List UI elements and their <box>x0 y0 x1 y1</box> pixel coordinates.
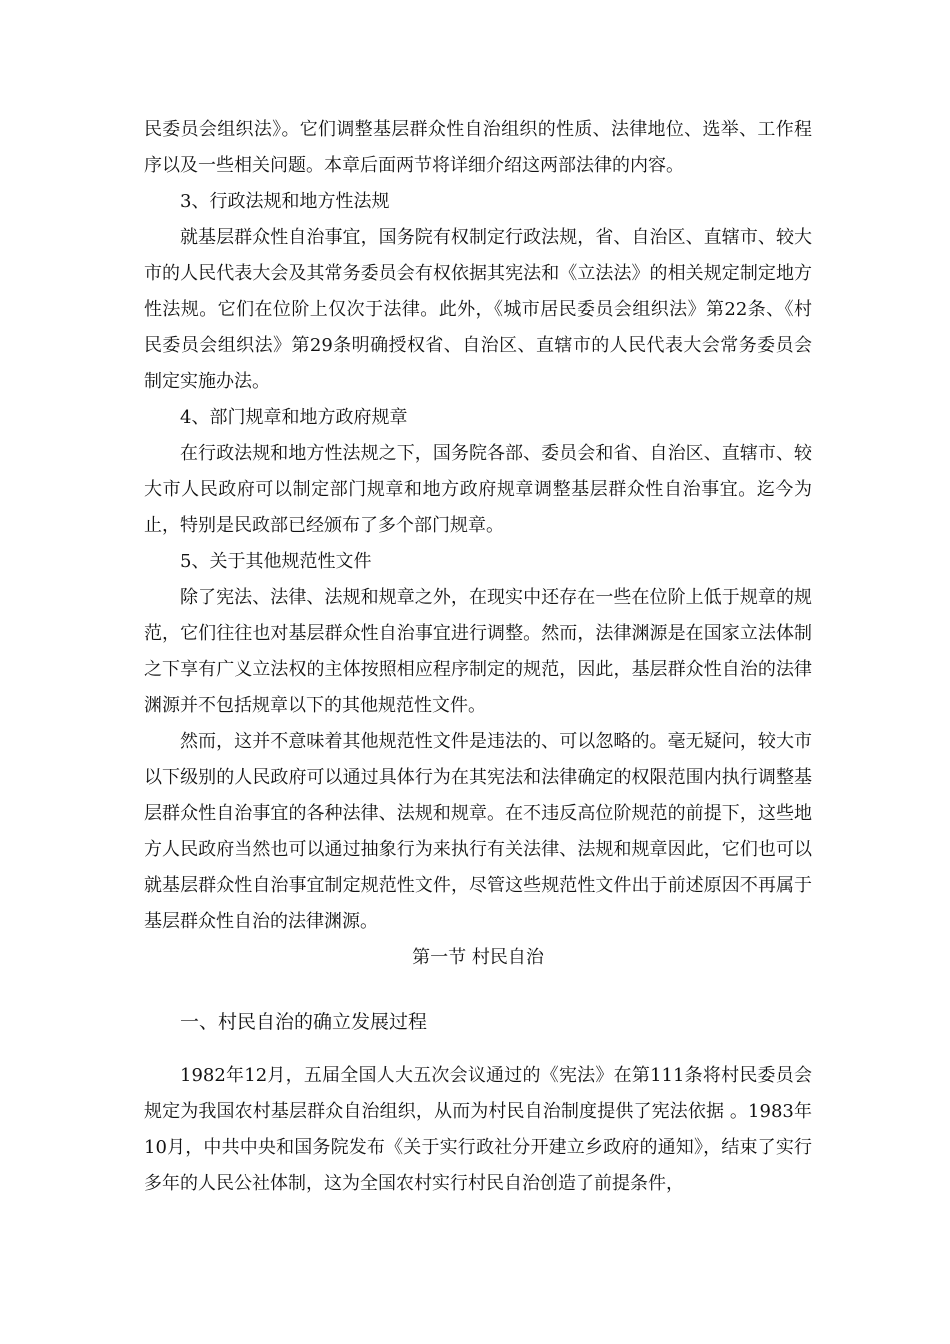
paragraph-other-documents: 除了宪法、法律、法规和规章之外，在现实中还存在一些在位阶上低于规章的规范，它们往往也对基层群众性自治事宜进行调整。然而，法律渊源是在国家立法体制之下享有广义立法权的主体按照相应程序制定的规范，因此，基层群众性自治的法律渊源并不包括规章以下的其他规范性文件。 <box>144 587 812 716</box>
subheading-4: 4、部门规章和地方政府规章 <box>180 407 408 428</box>
paragraph-admin-regulations: 就基层群众性自治事宜，国务院有权制定行政法规，省、自治区、直辖市、较大市的人民代表大会及其常务委员会有权依据其宪法和《立法法》的相关规定制定地方性法规。它们在位阶上仅次于法律。此外，《城市居民委员会组织法》第22条、《村民委员会组织法》第29条明确授权省、自治区、直辖市的人民代表大会常务委员会制定实施办法。 <box>144 227 812 392</box>
subheading-3: 3、行政法规和地方性法规 <box>180 191 390 212</box>
paragraph-department-rules: 在行政法规和地方性法规之下，国务院各部、委员会和省、自治区、直辖市、较大市人民政府可以制定部门规章和地方政府规章调整基层群众性自治事宜。迄今为止，特别是民政部已经颁布了多个部门规章。 <box>144 443 812 536</box>
paragraph-history: 1982年12月，五届全国人大五次会议通过的《宪法》在第111条将村民委员会规定为我国农村基层群众自治组织，从而为村民自治制度提供了宪法依据 。1983年10月，中共中央和国务院发布《关于实行政社分开建立乡政府的通知》，结束了实行多年的人民公社体制，这为全国农村实行村民自治创造了前提条件， <box>144 1065 812 1194</box>
document-page <box>144 112 812 1202</box>
paragraph-continuation: 民委员会组织法》。它们调整基层群众性自治组织的性质、法律地位、选举、工作程序以及一些相关问题。本章后面两节将详细介绍这两部法律的内容。 <box>144 119 812 176</box>
subheading-5: 5、关于其他规范性文件 <box>180 551 372 572</box>
section-heading: 一、村民自治的确立发展过程 <box>180 1011 428 1033</box>
section-title: 第一节 村民自治 <box>412 947 544 968</box>
paragraph-not-illegal: 然而，这并不意味着其他规范性文件是违法的、可以忽略的。毫无疑问，较大市以下级别的人民政府可以通过具体行为在其宪法和法律确定的权限范围内执行调整基层群众性自治事宜的各种法律、法规和规章。在不违反高位阶规范的前提下，这些地方人民政府当然也可以通过抽象行为来执行有关法律、法规和规章因此，它们也可以就基层群众性自治事宜制定规范性文件，尽管这些规范性文件出于前述原因不再属于基层群众性自治的法律渊源。 <box>144 731 812 932</box>
